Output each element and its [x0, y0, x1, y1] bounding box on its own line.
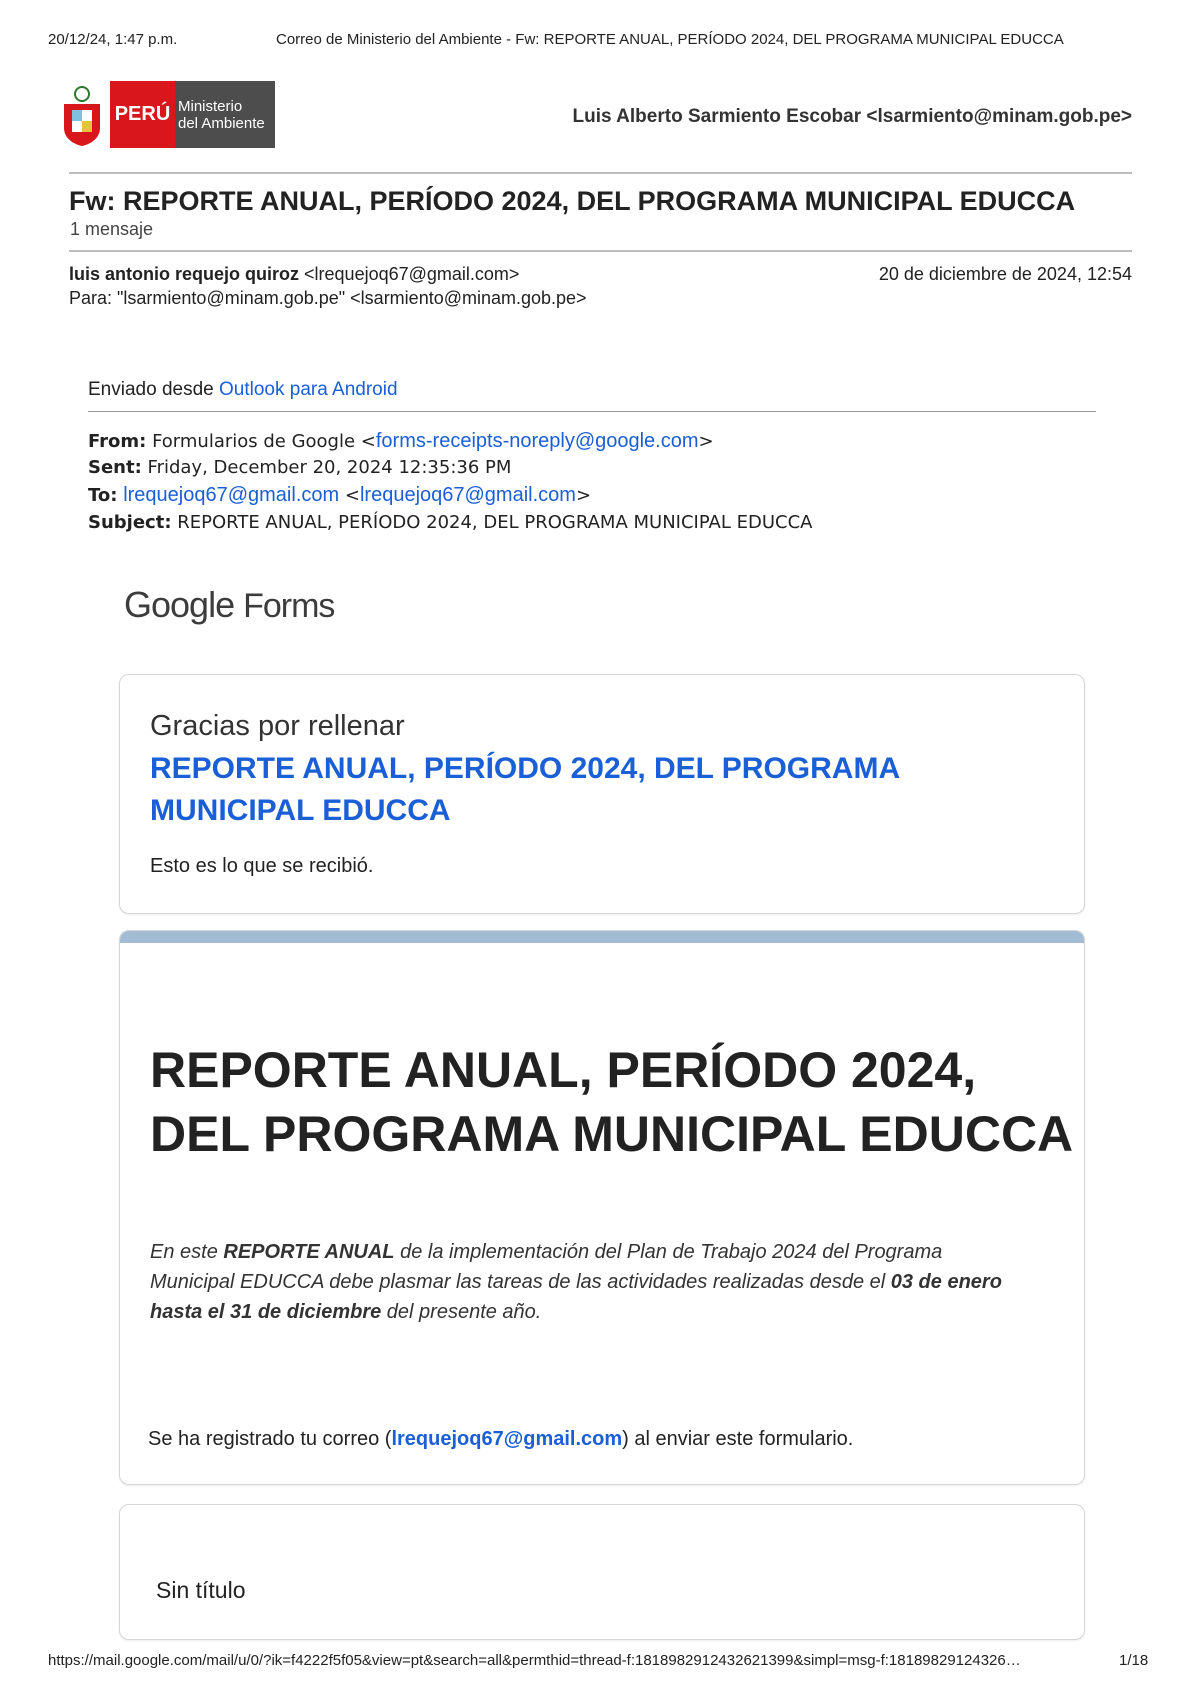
recipient: Para: "lsarmiento@minam.gob.pe" <lsarmiento@minam.gob.pe>: [69, 288, 587, 308]
card-accent-bar: [120, 931, 1084, 943]
registered-pre: Se ha registrado tu correo (: [148, 1428, 392, 1450]
to-email-link[interactable]: lrequejoq67@gmail.com: [123, 484, 340, 506]
to-label: To:: [88, 485, 118, 506]
from-text: Formularios de Google <: [146, 431, 376, 452]
print-title: Correo de Ministerio del Ambiente - Fw: REPORTE ANUAL, PERÍODO 2024, DEL PROGRAMA MUNICIPAL EDUCCA: [276, 31, 1064, 48]
form-title-line2[interactable]: MUNICIPAL EDUCCA: [150, 794, 451, 827]
sender: [69, 264, 519, 285]
to-end: >: [575, 485, 592, 506]
fwd-subject: [88, 512, 812, 533]
logo-forms: Forms: [243, 587, 335, 625]
google-forms-logo: [124, 584, 334, 626]
fwd-sent: [88, 457, 511, 478]
big-title-line1: REPORTE ANUAL, PERÍODO 2024,: [150, 1042, 977, 1098]
thread-subject: Fw: REPORTE ANUAL, PERÍODO 2024, DEL PROGRAMA MUNICIPAL EDUCCA: [69, 186, 1076, 216]
account-label: Luis Alberto Sarmiento Escobar <lsarmiento@minam.gob.pe>: [572, 106, 1132, 127]
form-description: [150, 1237, 1060, 1327]
desc-bold: REPORTE ANUAL: [223, 1241, 395, 1263]
desc-part: Municipal EDUCCA debe plasmar las tareas de las actividades realizadas desde el: [150, 1271, 891, 1293]
sender-email: <lrequejoq67@gmail.com>: [304, 264, 520, 284]
message-date: 20 de diciembre de 2024, 12:54: [878, 264, 1132, 284]
sent-value: Friday, December 20, 2024 12:35:36 PM: [141, 457, 512, 478]
logo-google: Google: [124, 584, 235, 625]
sender-name: luis antonio requejo quiroz: [69, 264, 300, 284]
from-end: >: [698, 431, 714, 452]
sent-from-text: Enviado desde: [88, 379, 219, 400]
form-header-card: [119, 930, 1085, 1485]
to-mid: <: [339, 485, 360, 506]
logo-ministry-line1: Ministerio: [178, 98, 243, 115]
desc-bold: 03 de enero: [890, 1271, 1002, 1293]
desc-bold: hasta el 31 de diciembre: [150, 1301, 382, 1323]
logo-peru: PERÚ: [110, 81, 175, 148]
coat-of-arms-icon: [58, 84, 106, 150]
to-email-link-2[interactable]: lrequejoq67@gmail.com: [359, 484, 576, 506]
from-label: From:: [88, 431, 147, 452]
received-text: Esto es lo que se recibió.: [150, 855, 374, 877]
desc-part: de la implementación del Plan de Trabajo 2024 del Programa: [394, 1241, 943, 1263]
outlook-link[interactable]: Outlook para Android: [219, 379, 398, 400]
form-title-line1[interactable]: REPORTE ANUAL, PERÍODO 2024, DEL PROGRAMA: [150, 752, 901, 785]
logo-ministry: [175, 81, 275, 148]
registered-email-link[interactable]: lrequejoq67@gmail.com: [391, 1428, 623, 1450]
page-number: 1/18: [1119, 1652, 1149, 1669]
sent-label: Sent:: [88, 457, 142, 478]
desc-part: del presente año.: [381, 1301, 542, 1323]
section-title: Sin título: [156, 1577, 246, 1603]
big-title-line2: DEL PROGRAMA MUNICIPAL EDUCCA: [150, 1106, 1074, 1162]
thanks-text: Gracias por rellenar: [150, 710, 405, 742]
thanks-card: [119, 674, 1085, 914]
logo-ministry-line2: del Ambiente: [178, 115, 265, 132]
fwd-from: [88, 430, 714, 453]
print-datetime: 20/12/24, 1:47 p.m.: [48, 31, 178, 48]
print-url: https://mail.google.com/mail/u/0/?ik=f4222f5f05&view=pt&search=all&permthid=thread-f:1818982912432621399&simpl=msg-f:18189829124326…: [48, 1652, 1021, 1669]
registered-email-note: [148, 1428, 853, 1451]
subject-value: REPORTE ANUAL, PERÍODO 2024, DEL PROGRAMA MUNICIPAL EDUCCA: [171, 512, 813, 533]
desc-part: En este: [150, 1241, 224, 1263]
subject-label: Subject:: [88, 512, 172, 533]
sent-from: [88, 379, 398, 401]
fwd-to: [88, 484, 591, 507]
from-email-link[interactable]: forms-receipts-noreply@google.com: [375, 430, 699, 452]
section-card: [119, 1504, 1085, 1640]
message-count: 1 mensaje: [70, 219, 154, 239]
registered-post: ) al enviar este formulario.: [622, 1428, 854, 1450]
